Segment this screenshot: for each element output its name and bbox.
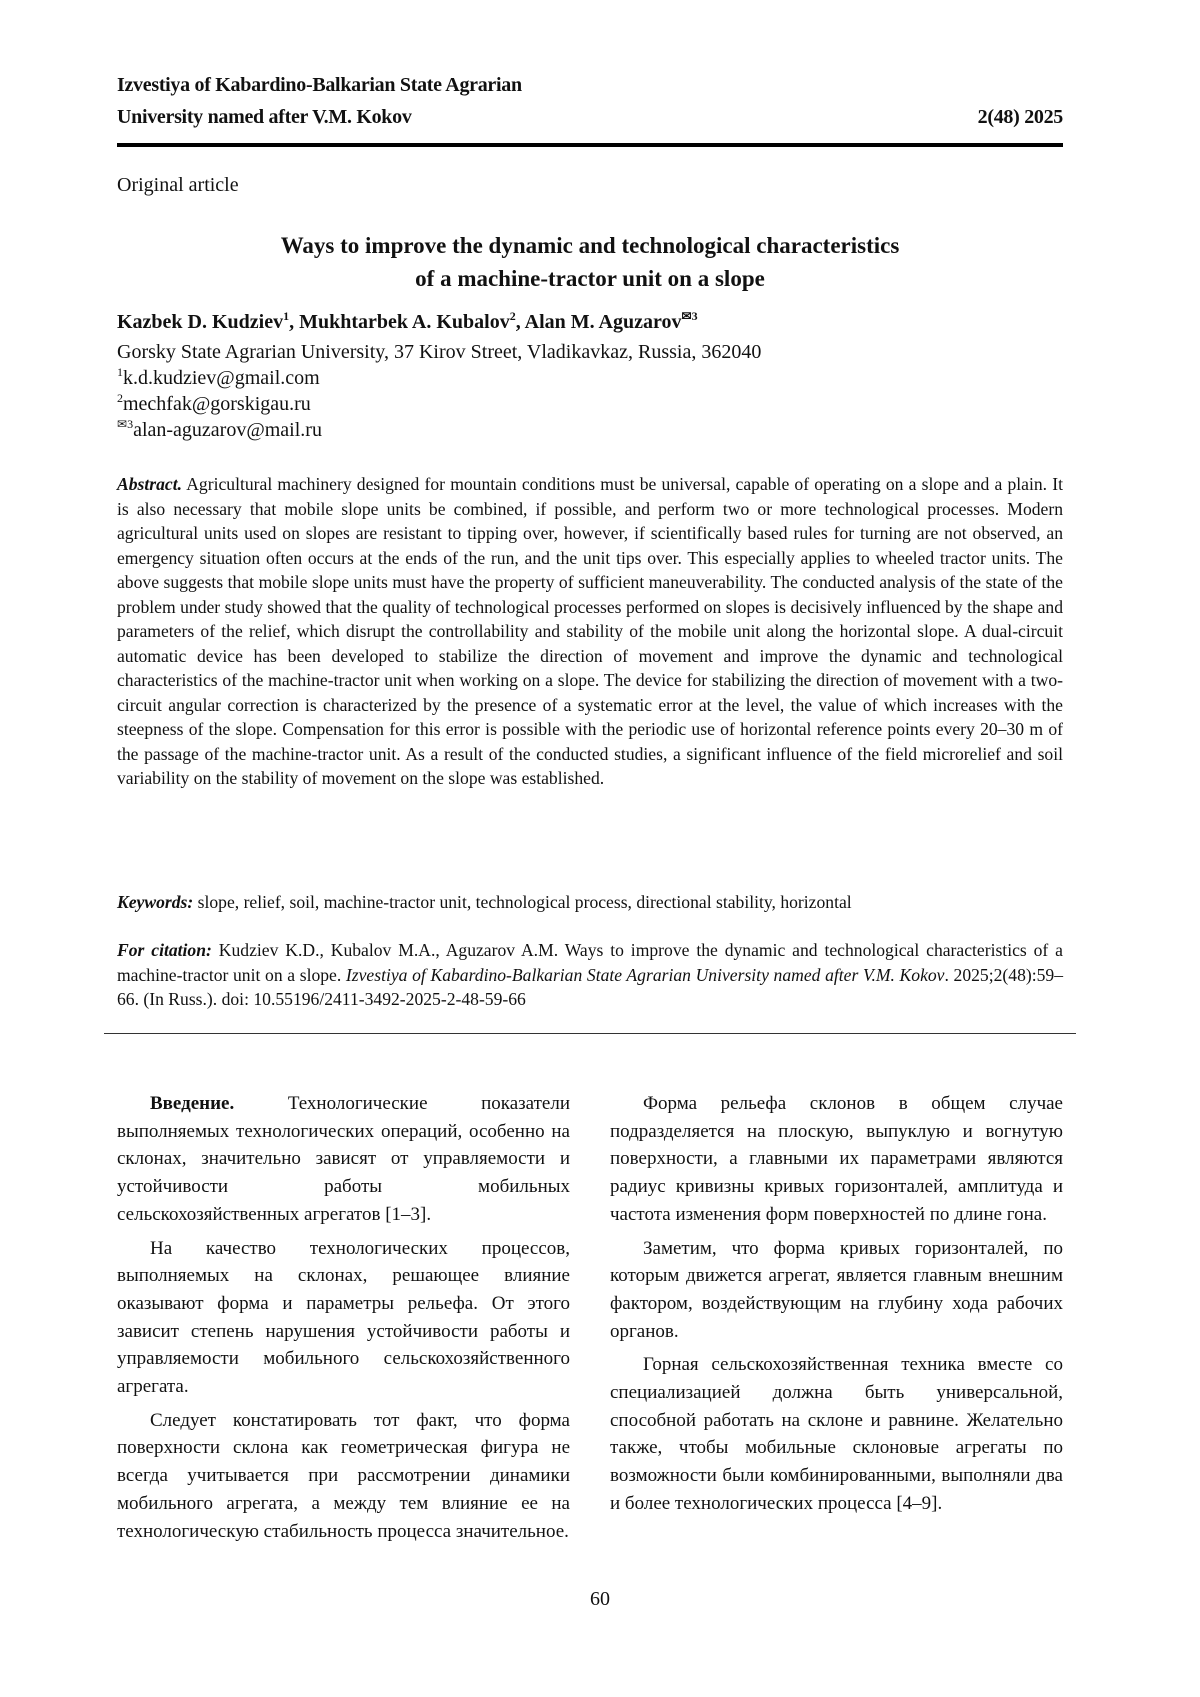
email-mark: 1 — [117, 365, 123, 379]
keywords-label: Keywords: — [117, 892, 194, 912]
author-mark: 2 — [509, 309, 516, 323]
keywords — [117, 890, 1063, 915]
issue-number: 2(48) 2025 — [977, 106, 1063, 128]
abstract-label: Abstract. — [117, 474, 183, 494]
article-title — [117, 229, 1063, 295]
title-line: of a machine-tractor unit on a slope — [415, 266, 765, 291]
email-link[interactable]: alan-aguzarov@mail.ru — [133, 419, 322, 441]
email-line — [117, 393, 311, 416]
abstract — [117, 472, 1063, 791]
email-line — [117, 367, 320, 390]
email-link[interactable]: mechfak@gorskigau.ru — [123, 393, 311, 415]
email-link[interactable]: k.d.kudziev@gmail.com — [123, 367, 320, 389]
title-line: Ways to improve the dynamic and technological characteristics — [280, 233, 900, 258]
citation — [117, 938, 1063, 1012]
journal-name-line2: University named after V.M. Kokov — [117, 106, 412, 128]
journal-name-line1: Izvestiya of Kabardino-Balkarian State Agrarian — [117, 74, 522, 96]
envelope-icon: ✉ — [681, 309, 692, 323]
keywords-text: slope, relief, soil, machine-tractor unit, technological process, directional stability, horizontal — [197, 892, 852, 912]
body-column-right — [610, 1090, 1063, 1524]
page-number: 60 — [590, 1588, 610, 1610]
author-name: Alan M. Aguzarov — [524, 311, 682, 333]
section-heading: Введение. — [150, 1093, 235, 1114]
paragraph: Форма рельефа склонов в общем случае подразделяется на плоскую, выпуклую и вогнутую поверхности, а главными их параметрами являются радиус кривизны кривых горизонталей, амплитуда и частота изменения форм поверхностей по длине гона. — [610, 1093, 1063, 1225]
paragraph: Горная сельскохозяйственная техника вместе со специализацией должна быть универсальной, способной работать на склоне и равнине. Желательно также, чтобы мобильные склоновые агрегаты по возможности были комбинированными, выполняли два и более технологических процесса [4–9]. — [610, 1354, 1063, 1514]
envelope-icon: ✉ — [117, 417, 128, 431]
body-column-left — [117, 1090, 570, 1551]
header-rule — [117, 143, 1063, 147]
affiliation: Gorsky State Agrarian University, 37 Kirov Street, Vladikavkaz, Russia, 362040 — [117, 341, 762, 363]
paragraph: Следует констатировать тот факт, что форма поверхности склона как геометрическая фигура не всегда учитывается при рассмотрении динамики мобильного агрегата, а между тем влияние ее на технологическую стабильность процесса значительное. — [117, 1409, 570, 1542]
citation-text: Kudziev K.D., Kubalov M.A., Aguzarov A.M. Ways to improve the dynamic and technological characteristics of a machine-tractor unit on a slope. — [117, 940, 1063, 985]
email-line — [117, 419, 322, 442]
paragraph — [117, 1090, 570, 1229]
author-mark: 1 — [283, 309, 290, 323]
author-list: Kazbek D. Kudziev$^1$, Mukhtarbek A. Kubalov$^2$, Alan M. Aguzarov$^{✉3}$ — [117, 309, 698, 333]
email-mark: 3 — [127, 417, 134, 431]
email-mark: 2 — [117, 391, 123, 405]
section-divider — [104, 1033, 1076, 1034]
paragraph-text: Технологические показатели выполняемых технологических операций, особенно на склонах, значительно зависят от управляемости и устойчивости работы мобильных сельскохозяйственных агрегатов [1–3]. — [117, 1093, 570, 1225]
paragraph: Заметим, что форма кривых горизонталей, по которым движется агрегат, является главным внешним фактором, воздействующим на глубину хода рабочих органов. — [610, 1237, 1063, 1342]
citation-label: For citation: — [117, 940, 212, 960]
author-name: Mukhtarbek A. Kubalov — [299, 311, 510, 333]
article-type: Original article — [117, 174, 239, 196]
citation-details: . 2025;2(48):59–66. (In Russ.). doi: 10.55196/2411-3492-2025-2-48-59-66 — [117, 964, 1064, 1009]
paragraph: На качество технологических процессов, выполняемых на склонах, решающее влияние оказывают форма и параметры рельефа. От этого зависит степень нарушения устойчивости работы и управляемости мобильного сельскохозяйственного агрегата. — [117, 1237, 570, 1398]
author-mark: 3 — [691, 309, 698, 323]
author-name: Kazbek D. Kudziev — [117, 311, 284, 333]
abstract-text: Agricultural machinery designed for mountain conditions must be universal, capable of operating on a slope and a plain. It is also necessary that mobile slope units be combined, if possible, and perform two or more technological processes. Modern agricultural units used on slopes are resistant to tipping over, however, if scientifically based rules for turning are not observed, an emergency situation often occurs at the ends of the run, and the unit tips over. This especially applies to wheeled tractor units. The above suggests that mobile slope units must have the property of sufficient maneuverability. The conducted analysis of the state of the problem under study showed that the quality of technological processes performed on slopes is decisively influenced by the shape and parameters of the relief, which disrupt the controllability and stability of the mobile unit along the horizontal slope. A dual-circuit automatic device has been developed to stabilize the direction of movement and improve the dynamic and technological characteristics of the machine-tractor unit when working on a slope. The device for stabilizing the direction of movement with a two-circuit angular correction is characterized by the presence of a systematic error at the level, the value of which increases with the steepness of the slope. Compensation for this error is possible with the periodic use of horizontal reference points every 20–30 m of the passage of the machine-tractor unit. As a result of the conducted studies, a significant influence of the field microrelief and soil variability on the stability of movement on the slope was established. — [117, 474, 1063, 788]
citation-journal: Izvestiya of Kabardino-Balkarian State Agrarian University named after V.M. Kokov — [345, 964, 945, 985]
